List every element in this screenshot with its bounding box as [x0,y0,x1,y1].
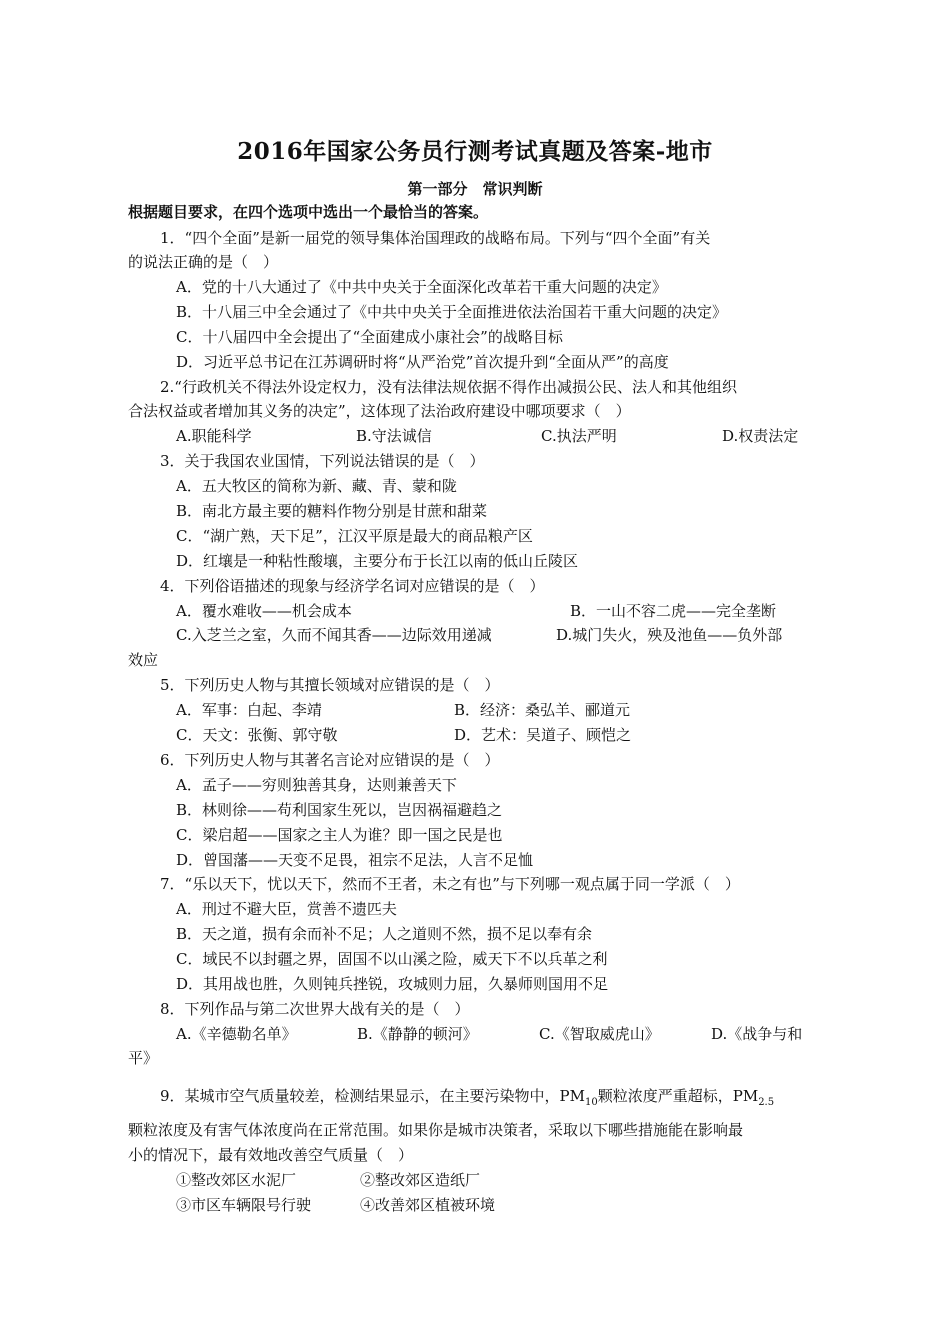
q9-stem-part1: 9．某城市空气质量较差，检测结果显示，在主要污染物中，PM [160,1087,585,1105]
q6-option-b: B．林则徐——苟利国家生死以，岂因祸福避趋之 [176,801,503,819]
q7-option-b: B．天之道，损有余而补不足；人之道则不然，损不足以奉有余 [176,925,593,943]
section-heading: 第一部分 常识判断 [407,180,543,198]
q5-option-c: C．天文：张衡、郭守敬 [176,726,338,744]
q6-stem: 6．下列历史人物与其著名言论对应错误的是（ ） [160,751,500,769]
q1-stem: 1．“四个全面”是新一届党的领导集体治国理政的战略布局。下列与“四个全面”有关 [160,229,711,247]
q5-stem: 5．下列历史人物与其擅长领域对应错误的是（ ） [160,676,500,694]
q8-stem: 8．下列作品与第二次世界大战有关的是（ ） [160,1000,470,1018]
q7-option-c: C．域民不以封疆之界，固国不以山溪之险，威天下不以兵革之利 [176,950,608,968]
page-title: 2016年国家公务员行测考试真题及答案-地市 [237,138,713,165]
q7-option-d: D．其用战也胜，久则钝兵挫锐，攻城则力屈，久暴师则国用不足 [176,975,609,993]
q3-option-d: D．红壤是一种粘性酸壤，主要分布于长江以南的低山丘陵区 [176,552,579,570]
q4-option-d-cont: 效应 [128,651,159,669]
q6-option-d: D．曾国藩——天变不足畏，祖宗不足法，人言不足恤 [176,851,534,869]
pm10-subscript: 10 [585,1097,598,1108]
q9-option-3: ③市区车辆限号行驶 [176,1196,312,1214]
q4-option-a: A．覆水难收——机会成本 [176,602,352,620]
q4-stem: 4．下列俗语描述的现象与经济学名词对应错误的是（ ） [160,577,545,595]
q5-option-b: B．经济：桑弘羊、郦道元 [454,701,631,719]
q2-option-b: B.守法诚信 [356,427,432,445]
q5-option-d: D．艺术：吴道子、顾恺之 [454,726,632,744]
q1-option-b: B．十八届三中全会通过了《中共中央关于全面推进依法治国若干重大问题的决定》 [176,303,728,321]
q4-option-d: D.城门失火，殃及池鱼——负外部 [556,626,783,644]
q4-option-c: C.入芝兰之室，久而不闻其香——边际效用递减 [176,626,492,644]
q8-option-c: C.《智取威虎山》 [539,1025,660,1043]
q1-option-c: C．十八届四中全会提出了“全面建成小康社会”的战略目标 [176,328,563,346]
q8-option-d: D.《战争与和 [711,1025,803,1043]
q3-option-c: C．“湖广熟，天下足”，江汉平原是最大的商品粮产区 [176,527,533,545]
q7-option-a: A．刑过不避大臣，赏善不遗匹夫 [176,900,397,918]
q9-option-4: ④改善郊区植被环境 [360,1196,496,1214]
q2-option-d: D.权责法定 [722,427,799,445]
pm25-subscript: 2.5 [758,1097,775,1108]
q6-option-c: C．梁启超——国家之主人为谁？即一国之民是也 [176,826,503,844]
q7-stem: 7．“乐以天下，忧以天下，然而不王者，未之有也”与下列哪一观点属于同一学派（ ） [160,875,740,893]
q2-option-a: A.职能科学 [176,427,252,445]
q5-option-a: A．军事：白起、李靖 [176,701,322,719]
q9-option-2: ②整改郊区造纸厂 [360,1171,481,1189]
q3-option-b: B．南北方最主要的糖料作物分别是甘蔗和甜菜 [176,502,488,520]
q1-option-a: A．党的十八大通过了《中共中央关于全面深化改革若干重大问题的决定》 [176,278,667,296]
q2-stem-cont: 合法权益或者增加其义务的决定”，这体现了法治政府建设中哪项要求（ ） [128,402,631,420]
q4-option-b: B．一山不容二虎——完全垄断 [570,602,777,620]
q1-stem-cont: 的说法正确的是（ ） [128,253,279,271]
q9-stem [160,1086,774,1106]
q9-stem-cont2: 小的情况下，最有效地改善空气质量（ ） [128,1146,414,1164]
q8-option-b: B.《静静的顿河》 [357,1025,478,1043]
q6-option-a: A．孟子——穷则独善其身，达则兼善天下 [176,776,457,794]
q8-option-d-cont: 平》 [128,1049,159,1067]
q8-option-a: A.《辛德勒名单》 [176,1025,297,1043]
q2-option-c: C.执法严明 [541,427,617,445]
q9-option-1: ①整改郊区水泥厂 [176,1171,297,1189]
q9-stem-cont: 颗粒浓度及有害气体浓度尚在正常范围。如果你是城市决策者，采取以下哪些措施能在影响最 [128,1121,744,1139]
q9-stem-part2: 颗粒浓度严重超标，PM [597,1087,759,1105]
q2-stem: 2.“行政机关不得法外设定权力，没有法律法规依据不得作出减损公民、法人和其他组织 [160,378,737,396]
q1-option-d: D．习近平总书记在江苏调研时将“从严治党”首次提升到“全面从严”的高度 [176,353,669,371]
q3-stem: 3．关于我国农业国情，下列说法错误的是（ ） [160,452,485,470]
instruction: 根据题目要求，在四个选项中选出一个最恰当的答案。 [128,203,489,221]
q3-option-a: A．五大牧区的简称为新、藏、青、蒙和陇 [176,477,457,495]
